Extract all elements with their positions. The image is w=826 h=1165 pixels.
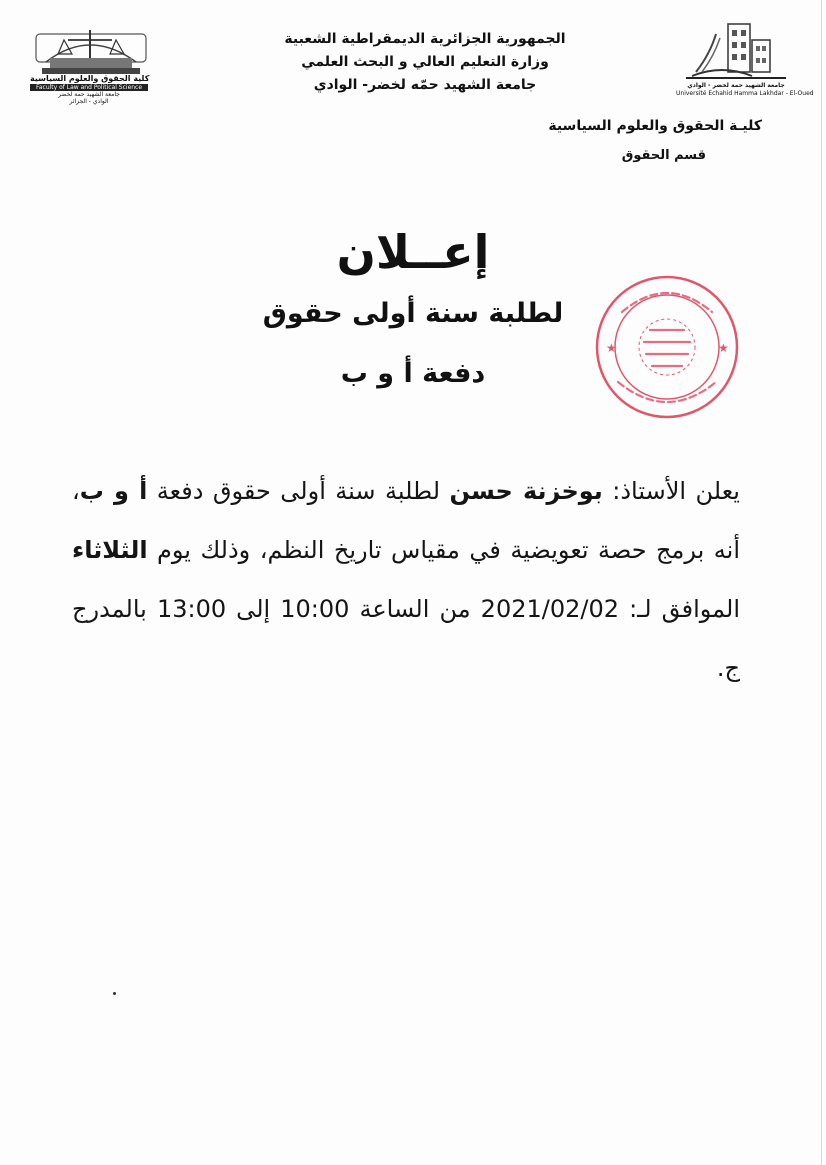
department-name: قسم الحقوق <box>621 148 706 163</box>
page-edge <box>821 0 822 1165</box>
faculty-logo-caption-ar: كلية الحقوق والعلوم السياسية <box>30 74 150 83</box>
announcement-subtitle: لطلبة سنة أولى حقوق <box>262 298 564 329</box>
header-republic: الجمهورية الجزائرية الديمقراطية الشعبية <box>284 31 566 47</box>
body-part1: لطلبة سنة أولى حقوق دفعة <box>147 477 450 505</box>
body-part3: الموافق لـ: 2021/02/02 من الساعة 10:00 إلى 13:00 بالمدرج ج. <box>72 595 740 682</box>
university-building-logo-icon <box>682 14 792 84</box>
svg-text:★: ★ <box>606 341 617 355</box>
official-header <box>250 28 600 97</box>
faculty-logo-caption-ar2: جامعة الشهيد حمة لخضر <box>58 91 120 98</box>
faculty-logo-caption <box>30 74 148 105</box>
body-part2: ، أنه برمج حصة تعويضية في مقياس تاريخ النظم، وذلك يوم <box>72 477 740 564</box>
university-logo-caption-en: Université Echahid Hamma Lakhdar - El-Oued <box>676 90 814 97</box>
body-professor: بوخزنة حسن <box>449 477 603 505</box>
announcement-cohort: دفعة أ و ب <box>340 358 486 389</box>
university-logo-caption <box>676 82 814 98</box>
header-university: جامعة الشهيد حمّه لخضر- الوادي <box>313 77 537 93</box>
svg-text:★: ★ <box>718 341 729 355</box>
faculty-name: كليـة الحقوق والعلوم السياسية <box>548 118 762 134</box>
announcement-title: إعــلان <box>336 225 490 279</box>
faculty-logo-caption-ar3: الوادي - الجزائر <box>69 98 109 105</box>
page-speck <box>113 992 116 995</box>
announcement-body <box>72 462 740 698</box>
university-logo-caption-ar: جامعة الشهيد حمة لخضر - الوادي <box>687 82 785 89</box>
header-ministry: وزارة التعليم العالي و البحث العلمي <box>301 54 549 70</box>
body-prefix: يعلن الأستاذ: <box>602 477 740 505</box>
body-group: أ و ب <box>79 477 148 505</box>
body-day: الثلاثاء <box>72 536 148 564</box>
faculty-logo-caption-en: Faculty of Law and Political Science <box>30 84 148 91</box>
official-stamp-icon <box>592 272 742 422</box>
